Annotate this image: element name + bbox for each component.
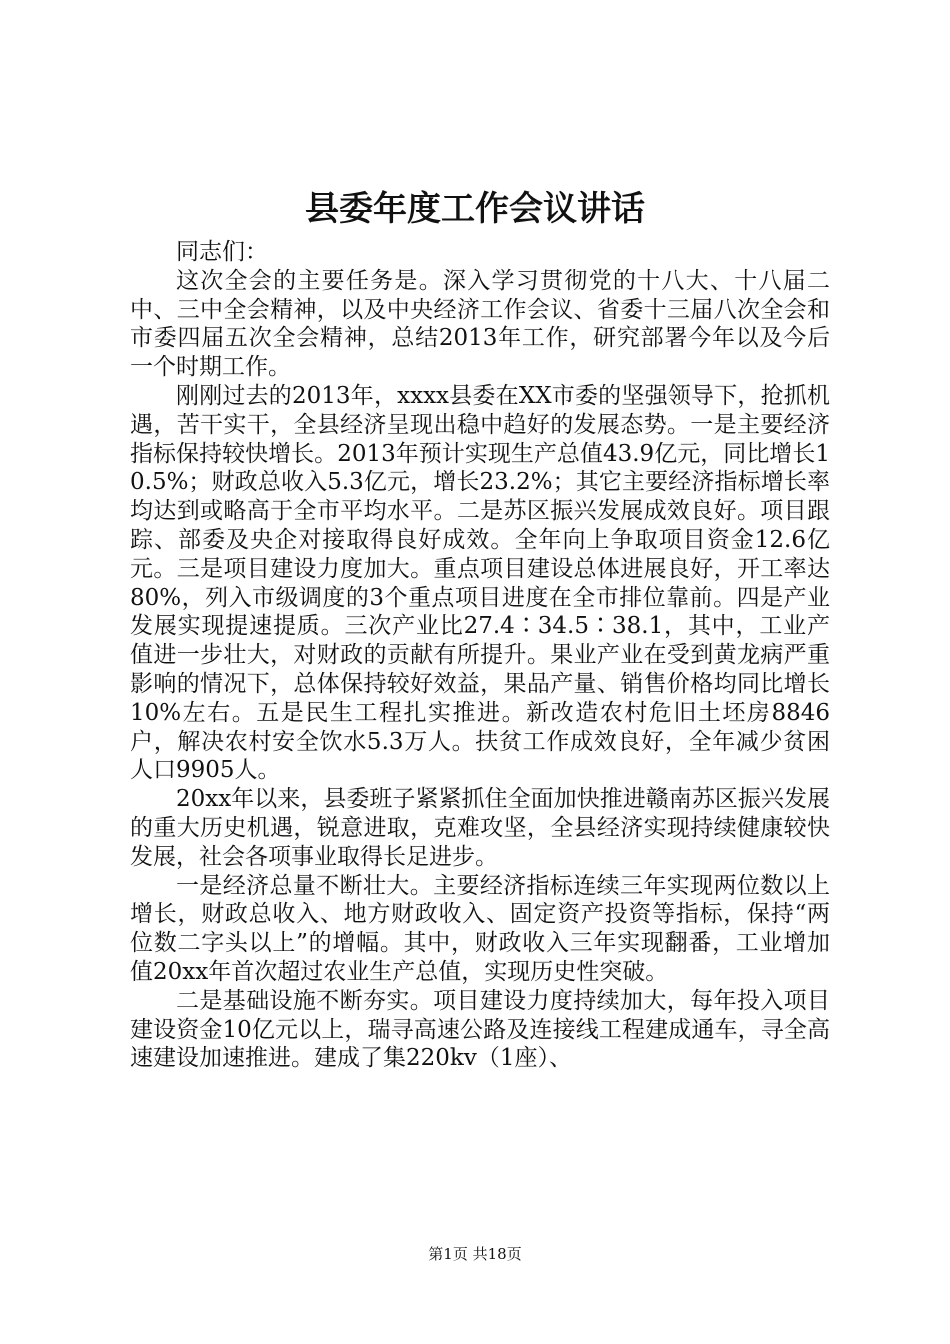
page-number-footer: 第1页 共18页	[428, 1245, 522, 1263]
document-title: 县委年度工作会议讲话	[305, 189, 645, 229]
paragraph-4: 一是经济总量不断壮大。主要经济指标连续三年实现两位数以上增长，财政总收入、地方财政收入、固定资产投资等指标，保持“两位数二字头以上”的增幅。其中，财政收入三年实现翻番，工业增加值20xx年首次超过农业生产总值，实现历史性突破。	[130, 872, 830, 985]
paragraph-5: 二是基础设施不断夯实。项目建设力度持续加大，每年投入项目建设资金10亿元以上，瑞寻高速公路及连接线工程建成通车，寻全高速建设加速推进。建成了集220kv（1座）、	[130, 987, 830, 1072]
paragraph-1: 这次全会的主要任务是。深入学习贯彻党的十八大、十八届二中、三中全会精神，以及中央经济工作会议、省委十三届八次全会和市委四届五次全会精神，总结2013年工作，研究部署今年以及今后一个时期工作。	[130, 267, 830, 381]
salutation: 同志们：	[176, 239, 268, 265]
paragraph-3: 20xx年以来，县委班子紧紧抓住全面加快推进赣南苏区振兴发展的重大历史机遇，锐意进取，克难攻坚，全县经济实现持续健康较快发展，社会各项事业取得长足进步。	[130, 786, 830, 870]
document-body	[130, 238, 830, 1073]
paragraph-2: 刚刚过去的2013年，xxxx县委在XX市委的坚强领导下，抢抓机遇，苦干实干，全县经济呈现出稳中趋好的发展态势。一是主要经济指标保持较快增长。2013年预计实现生产总值43.9亿元，同比增长10.5%；财政总收入5.3亿元，增长23.2%；其它主要经济指标增长率均达到或略高于全市平均水平。二是苏区振兴发展成效良好。项目跟踪、部委及央企对接取得良好成效。全年向上争取项目资金12.6亿元。三是项目建设力度加大。重点项目建设总体进展良好，开工率达80%，列入市级调度的3个重点项目进度在全市排位靠前。四是产业发展实现提速提质。三次产业比27.4∶34.5∶38.1，其中，工业产值进一步壮大，对财政的贡献有所提升。果业产业在受到黄龙病严重影响的情况下，总体保持较好效益，果品产量、销售价格均同比增长10%左右。五是民生工程扎实推进。新改造农村危旧土坯房8846户，解决农村安全饮水5.3万人。扶贫工作成效良好，全年减少贫困人口9905人。	[130, 382, 830, 784]
